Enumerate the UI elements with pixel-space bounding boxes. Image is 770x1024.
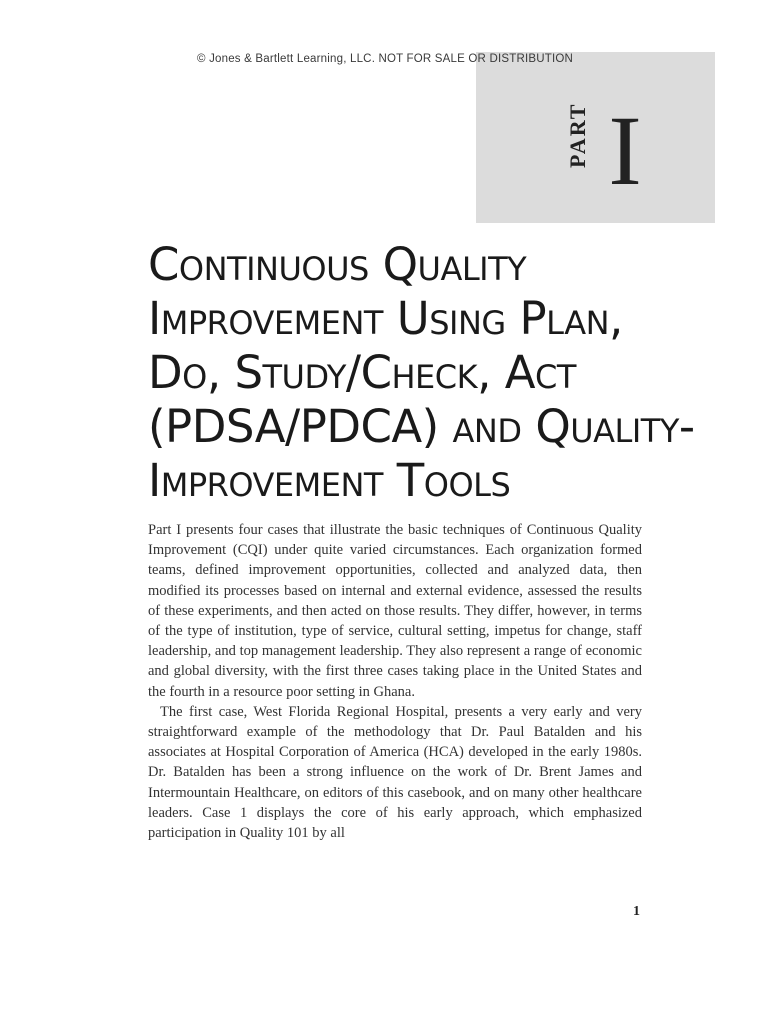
title-line-5: Improvement Tools: [148, 454, 511, 507]
copyright-watermark: © Jones & Bartlett Learning, LLC. NOT FOR SALE OR DISTRIBUTION: [197, 53, 573, 65]
title-line-4: (PDSA/PDCA) and Quality-: [148, 400, 695, 453]
title-line-2: Improvement Using Plan,: [148, 292, 623, 345]
paragraph-1: Part I presents four cases that illustrate the basic techniques of Continuous Quality Improvement (CQI) under quite varied circumstances. Each organization formed teams, defined improvement opportunities, collected and analyzed data, then modified its processes based on internal and external evidence, assessed the results of these experiments, and then acted on those results. They differ, however, in terms of the type of institution, type of service, cultural setting, impetus for change, staff leadership, and top management leadership. They also represent a range of economic and global diversity, with the first three cases taking place in the United States and the fourth in a resource poor setting in Ghana.: [148, 522, 642, 700]
title-line-3: Do, Study/Check, Act: [148, 346, 576, 399]
part-numeral: I: [608, 95, 642, 206]
part-word: PART: [565, 102, 590, 168]
paragraph-2: The first case, West Florida Regional Hospital, presents a very early and very straightforward example of the methodology that Dr. Paul Batalden and his associates at Hospital Corporation of America (HCA) developed in the early 1980s. Dr. Batalden has been a strong influence on the work of Dr. Brent James and Intermountain Healthcare, on editors of this casebook, and on many other healthcare leaders. Case 1 displays the core of his early approach, which emphasized participation in Quality 101 by all: [148, 703, 642, 842]
title-line-1: Continuous Quality: [148, 238, 527, 291]
page-number: 1: [633, 904, 640, 919]
part-title: [148, 238, 708, 508]
body-text: [148, 520, 642, 843]
